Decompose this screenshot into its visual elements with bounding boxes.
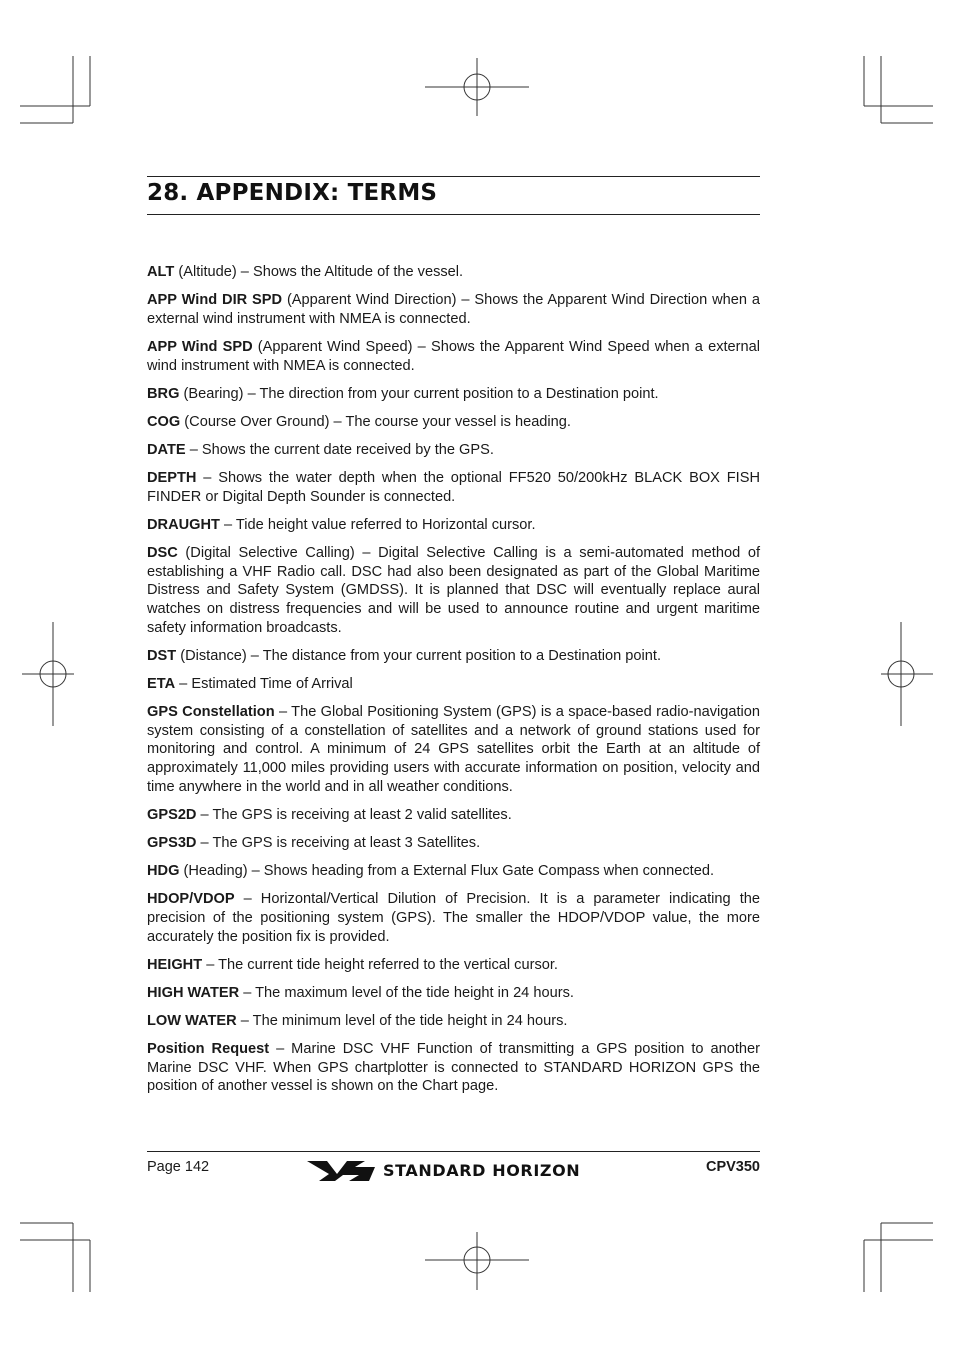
term-entry <box>147 413 760 432</box>
term-name: DATE <box>147 441 186 458</box>
page-title: 28. APPENDIX: TERMS <box>147 180 438 206</box>
term-entry <box>147 469 760 506</box>
term-entry <box>147 647 760 666</box>
term-definition: – Shows the water depth when the optional FF520 50/200kHz BLACK BOX FISH FINDER or Digital Depth Sounder is connected. <box>147 469 760 505</box>
term-definition: (Course Over Ground) – The course your vessel is heading. <box>180 413 571 430</box>
term-entry <box>147 806 760 825</box>
term-definition: – The maximum level of the tide height in 24 hours. <box>239 984 574 1001</box>
term-entry <box>147 862 760 881</box>
term-name: COG <box>147 413 181 430</box>
footer-rule <box>147 1151 760 1152</box>
term-entry <box>147 703 760 797</box>
term-definition: (Heading) – Shows heading from a External Flux Gate Compass when connected. <box>179 863 715 880</box>
term-definition: – The Global Positioning System (GPS) is a space-based radio-navigation system consisting of a constellation of satellites and a network of ground stations used for monitoring and control. A minimum of 24 GPS satellites orbit the Earth at an altitude of approximately 11,000 miles providing users with accurate information on position, velocity and time anywhere in the world and in all weather conditions. <box>147 703 760 795</box>
brand-logo-icon <box>305 1158 379 1184</box>
term-entry <box>147 544 760 638</box>
term-definition: (Bearing) – The direction from your current position to a Destination point. <box>179 385 659 402</box>
term-definition: – Marine DSC VHF Function of transmitting a GPS position to another Marine DSC VHF. When GPS chartplotter is connected to STANDARD HORIZON GPS the position of another vessel is shown on the Chart page. <box>147 1040 760 1095</box>
term-name: GPS2D <box>147 806 197 823</box>
term-name: HEIGHT <box>147 956 203 973</box>
term-definition: – The GPS is receiving at least 3 Satellites. <box>196 834 481 851</box>
term-entry <box>147 984 760 1003</box>
term-definition: (Apparent Wind Speed) – Shows the Apparent Wind Speed when a external wind instrument with NMEA is connected. <box>147 338 761 374</box>
term-entry <box>147 956 760 975</box>
term-name: DST <box>147 647 177 664</box>
term-definition: – The current tide height referred to the vertical cursor. <box>202 956 558 973</box>
term-entry <box>147 338 760 375</box>
term-definition: – Horizontal/Vertical Dilution of Precision. It is a parameter indicating the precision of the positioning system (GPS). The smaller the HDOP/VDOP value, the more accurately the position fix is provided. <box>147 891 760 945</box>
term-entry <box>147 385 760 404</box>
term-name: APP Wind DIR SPD <box>147 292 283 309</box>
term-entry <box>147 890 760 946</box>
term-entry <box>147 1012 760 1031</box>
term-entry <box>147 1040 760 1096</box>
term-name: DRAUGHT <box>147 516 220 533</box>
term-definition: (Apparent Wind Direction) – Shows the Apparent Wind Direction when a external wind instrument with NMEA is connected. <box>147 292 760 327</box>
term-name: HIGH WATER <box>147 984 240 1001</box>
term-name: DSC <box>147 544 178 561</box>
brand-logo <box>305 1158 605 1184</box>
brand-name: STANDARD HORIZON <box>383 1161 581 1180</box>
term-entry <box>147 516 760 535</box>
terms-list <box>147 263 760 1105</box>
term-name: HDOP/VDOP <box>147 891 235 908</box>
term-definition: (Distance) – The distance from your current position to a Destination point. <box>176 647 661 664</box>
term-name: GPS3D <box>147 834 197 851</box>
model-name: CPV350 <box>705 1159 760 1175</box>
title-bottom-rule <box>147 214 760 215</box>
title-top-rule <box>147 176 760 177</box>
term-name: DEPTH <box>147 469 197 486</box>
term-definition: – Estimated Time of Arrival <box>175 675 353 692</box>
term-definition: – Shows the current date received by the GPS. <box>185 441 494 458</box>
term-entry <box>147 263 760 282</box>
term-name: BRG <box>147 385 180 402</box>
term-name: GPS Constellation <box>147 703 275 720</box>
term-definition: (Altitude) – Shows the Altitude of the vessel. <box>174 264 464 280</box>
term-definition: – The GPS is receiving at least 2 valid satellites. <box>196 806 512 823</box>
term-name: HDG <box>147 863 180 880</box>
term-name: ALT <box>147 264 175 280</box>
term-entry <box>147 291 760 328</box>
term-name: LOW WATER <box>147 1012 237 1029</box>
term-name: ETA <box>147 675 176 692</box>
page-number: Page 142 <box>147 1159 210 1175</box>
term-entry <box>147 834 760 853</box>
term-definition: – Tide height value referred to Horizontal cursor. <box>219 516 536 533</box>
term-entry <box>147 441 760 460</box>
term-name: Position Request <box>147 1040 270 1057</box>
term-definition: (Digital Selective Calling) – Digital Selective Calling is a semi-automated method of establishing a VHF Radio call. DSC had also been designated as part of the Global Maritime Distress and Safety System (GMDSS). It is planned that DSC will eventually replace aural watches on distress frequencies and will be used to announce routine and urgent maritime safety information broadcasts. <box>147 544 760 636</box>
term-definition: – The minimum level of the tide height in 24 hours. <box>236 1012 568 1029</box>
term-entry <box>147 675 760 694</box>
term-name: APP Wind SPD <box>147 338 253 355</box>
